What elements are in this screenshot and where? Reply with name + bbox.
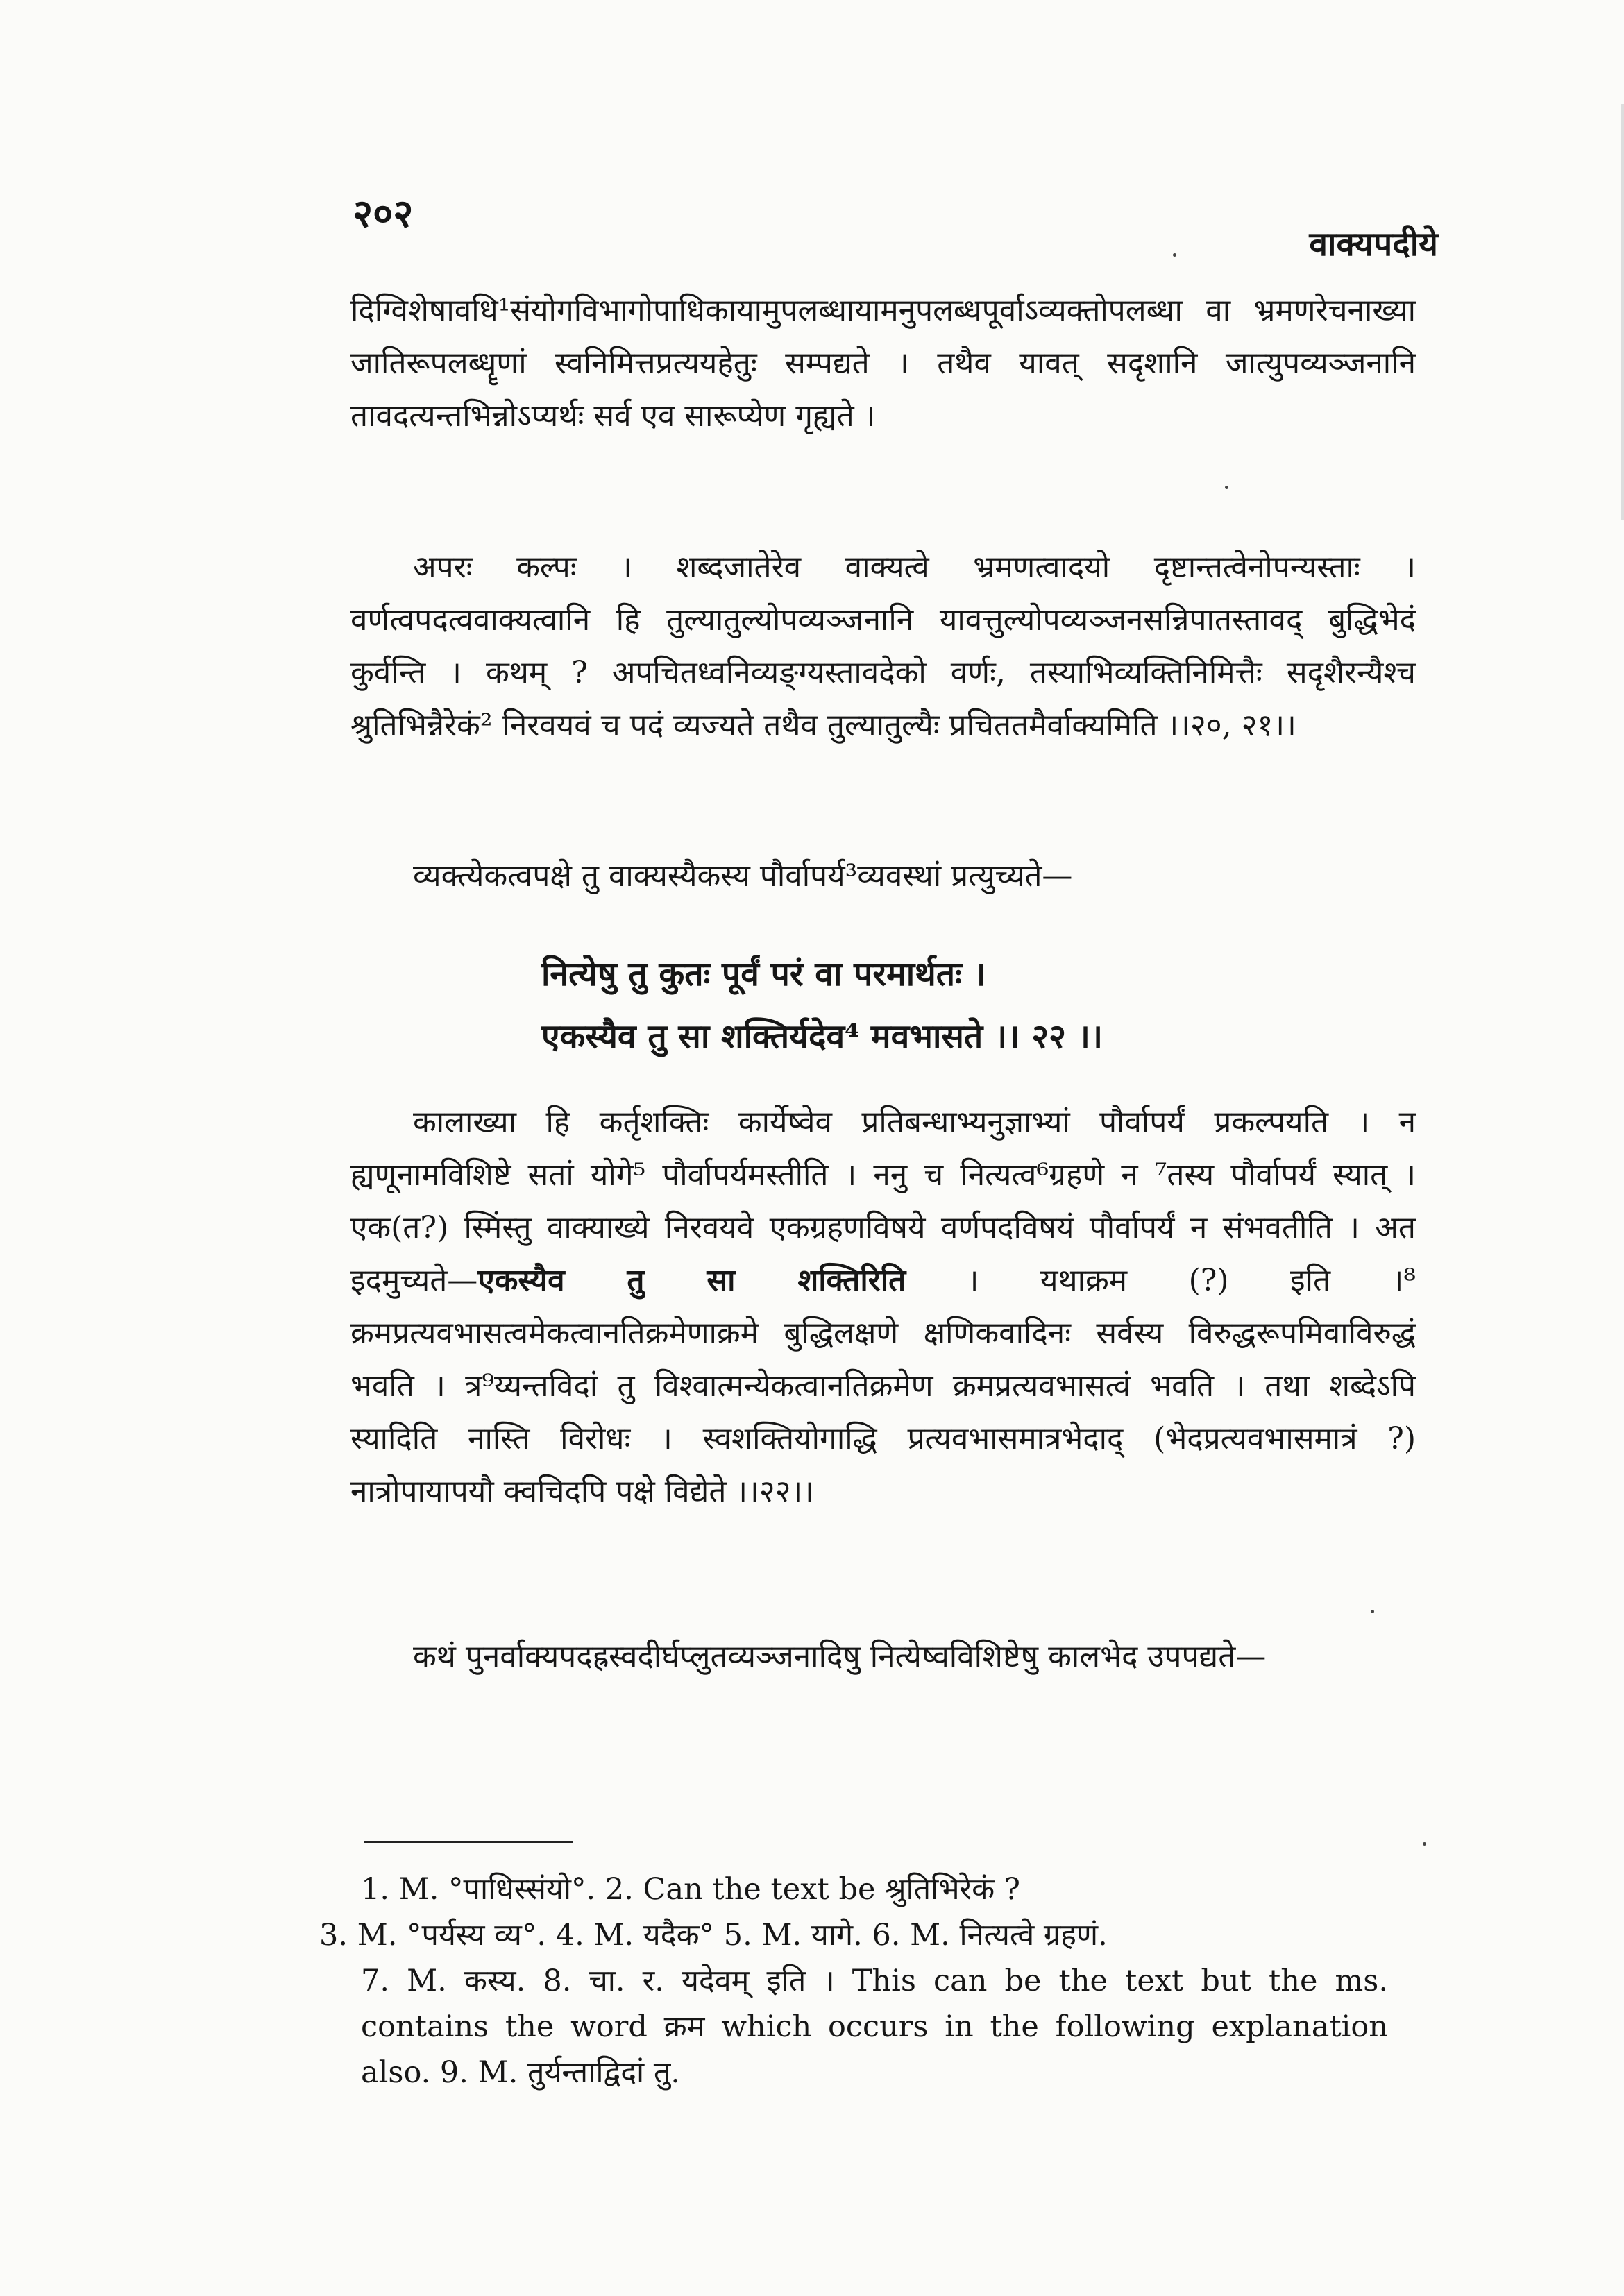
scan-speck	[1225, 486, 1228, 489]
footnote-1: 1. M. °पाधिस्संयो°. 2. Can the text be श्रुतिभिरेकं ?	[361, 1872, 1020, 1907]
commentary-paragraph	[350, 1096, 1416, 1518]
commentary-bold-quote: एकस्यैव तु सा शक्तिरिति	[477, 1263, 906, 1298]
verse-line-1: नित्येषु तु कुतः पूर्वं परं वा परमार्थतः ।	[541, 955, 986, 994]
scan-speck	[1173, 253, 1176, 257]
scan-speck	[1423, 1842, 1426, 1846]
commentary-text-continued: । यथाक्रम (?) इति ।⁸ क्रमप्रत्यवभासत्वमेकत्वानतिक्रमेणाक्रमे बुद्धिलक्षणे क्षणिकवादिनः सर्वस्य विरुद्धरूपमिवाविरुद्धं भवति । त्र⁹य्यन्तविदां तु विश्वात्मन्येकत्वानतिक्रमेण क्रमप्रत्यवभासत्वं भवति । तथा शब्देऽपि स्यादिति नास्ति विरोधः । स्वशक्तियोगाद्धि प्रत्यवभासमात्रभेदाद् (भेदप्रत्यवभासमात्रं ?) नात्रोपायापयौ क्वचिदपि पक्षे विद्येते ।।२२।।	[350, 1263, 1416, 1509]
paragraph-3: व्यक्त्येकत्वपक्षे तु वाक्यस्यैकस्य पौर्वापर्य³व्यवस्थां प्रत्युच्यते—	[413, 858, 1073, 894]
footnote-rule	[364, 1841, 573, 1843]
page-number: २०२	[353, 191, 414, 237]
running-title: वाक्यपदीये	[1309, 225, 1438, 264]
scan-edge-shadow	[1621, 104, 1624, 520]
commentary-text: कालाख्या हि कर्तृशक्तिः कार्येष्वेव प्रतिबन्धाभ्यनुज्ञाभ्यां पौर्वापर्यं प्रकल्पयति । न ह्यणूनामविशिष्टे सतां योगे⁵ पौर्वापर्यमस्तीति । ननु च नित्यत्व⁶ग्रहणे न ⁷तस्य पौर्वापर्यं स्यात् । एक(त?) स्मिंस्तु वाक्याख्ये निरवयवे एकग्रहणविषये वर्णपदविषयं पौर्वापर्यं न संभवतीति । अत इदमुच्यते—	[350, 1105, 1416, 1298]
paragraph-1: दिग्विशेषावधि¹संयोगविभागोपाधिकायामुपलब्धायामनुपलब्धपूर्वाऽव्यक्तोपलब्धा वा भ्रमणरेचनाख्या जातिरूपलब्धॄणां स्वनिमित्तप्रत्ययहेतुः सम्पद्यते । तथैव यावत् सदृशानि जात्युपव्यञ्जनानि तावदत्यन्तभिन्नोऽप्यर्थः सर्व एव सारूप्येण गृह्यते ।	[350, 293, 1416, 434]
paragraph-5: कथं पुनर्वाक्यपदह्रस्वदीर्घप्लुतव्यञ्जनादिषु नित्येष्वविशिष्टेषु कालभेद उपपद्यते—	[413, 1639, 1267, 1674]
verse-line-2: एकस्यैव तु सा शक्तिर्यदेव⁴ मवभासते ।। २२ ।।	[541, 1017, 1103, 1056]
footnote-3: 7. M. कस्य. 8. चा. र. यदेवम् इति । This can be the text but the ms. contains the word क्रम which occurs in the following explanation also. 9. M. तुर्यन्ताद्विदां तु.	[361, 1964, 1388, 2090]
scan-speck	[1371, 1610, 1374, 1613]
paragraph-2: अपरः कल्पः । शब्दजातेरेव वाक्यत्वे भ्रमणत्वादयो दृष्टान्तत्वेनोपन्यस्ताः । वर्णत्वपदत्ववाक्यत्वानि हि तुल्यातुल्योपव्यञ्जनानि यावत्तुल्योपव्यञ्जनसन्निपातस्तावद् बुद्धिभेदं कुर्वन्ति । कथम् ? अपचितध्वनिव्यङ्ग्यस्तावदेको वर्णः, तस्याभिव्यक्तिनिमित्तैः सदृशैरन्यैश्च श्रुतिभिन्नैरेकं² निरवयवं च पदं व्यज्यते तथैव तुल्यातुल्यैः प्रचिततमैर्वाक्यमिति ।।२०, २१।।	[350, 550, 1416, 743]
footnote-2: 3. M. °पर्यस्य व्य°. 4. M. यदैक° 5. M. यागे. 6. M. नित्यत्वे ग्रहणं.	[319, 1918, 1108, 1953]
